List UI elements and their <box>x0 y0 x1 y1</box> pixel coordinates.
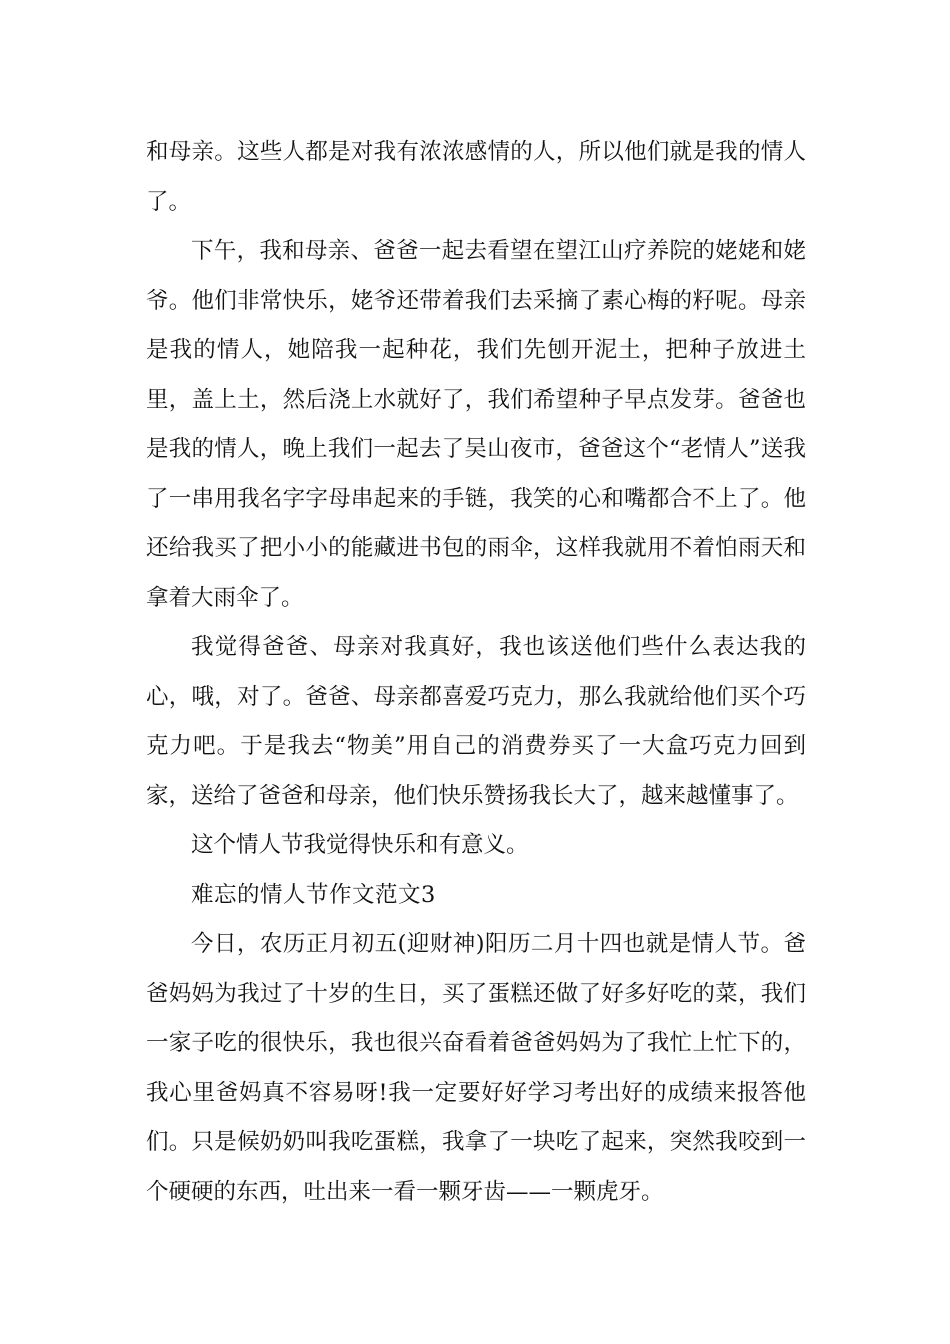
paragraph-continued: 和母亲。这些人都是对我有浓浓感情的人，所以他们就是我的情人了。 <box>146 139 806 215</box>
paragraph-chocolate-gift: 我觉得爸爸、母亲对我真好，我也该送他们些什么表达我的心，哦，对了。爸爸、母亲都喜爱巧克力，那么我就给他们买个巧克力吧。于是我去“物美”用自己的消费券买了一大盒巧克力回到家，送给了爸爸和母亲，他们快乐赞扬我长大了，越来越懂事了。 <box>146 634 806 809</box>
paragraph-conclusion: 这个情人节我觉得快乐和有意义。 <box>191 832 529 858</box>
paragraph-afternoon-visit: 下午，我和母亲、爸爸一起去看望在望江山疗养院的姥姥和姥爷。他们非常快乐，姥爷还带着我们去采摘了素心梅的籽呢。母亲是我的情人，她陪我一起种花，我们先刨开泥土，把种子放进土里，盖上土，然后浇上水就好了，我们希望种子早点发芽。爸爸也是我的情人，晚上我们一起去了吴山夜市，爸爸这个“老情人”送我了一串用我名字字母串起来的手链，我笑的心和嘴都合不上了。他还给我买了把小小的能藏进书包的雨伞，这样我就用不着怕雨天和拿着大雨伞了。 <box>146 238 806 611</box>
document-body <box>146 128 806 1217</box>
section-title: 难忘的情人节作文范文3 <box>191 881 436 908</box>
paragraph-birthday: 今日，农历正月初五(迎财神)阳历二月十四也就是情人节。爸爸妈妈为我过了十岁的生日，买了蛋糕还做了好多好吃的菜，我们一家子吃的很快乐，我也很兴奋看着爸爸妈妈为了我忙上忙下的，我心里爸妈真不容易呀!我一定要好好学习考出好的成绩来报答他们。只是候奶奶叫我吃蛋糕，我拿了一块吃了起来，突然我咬到一个硬硬的东西，吐出来一看一颗牙齿——一颗虎牙。 <box>146 931 806 1205</box>
